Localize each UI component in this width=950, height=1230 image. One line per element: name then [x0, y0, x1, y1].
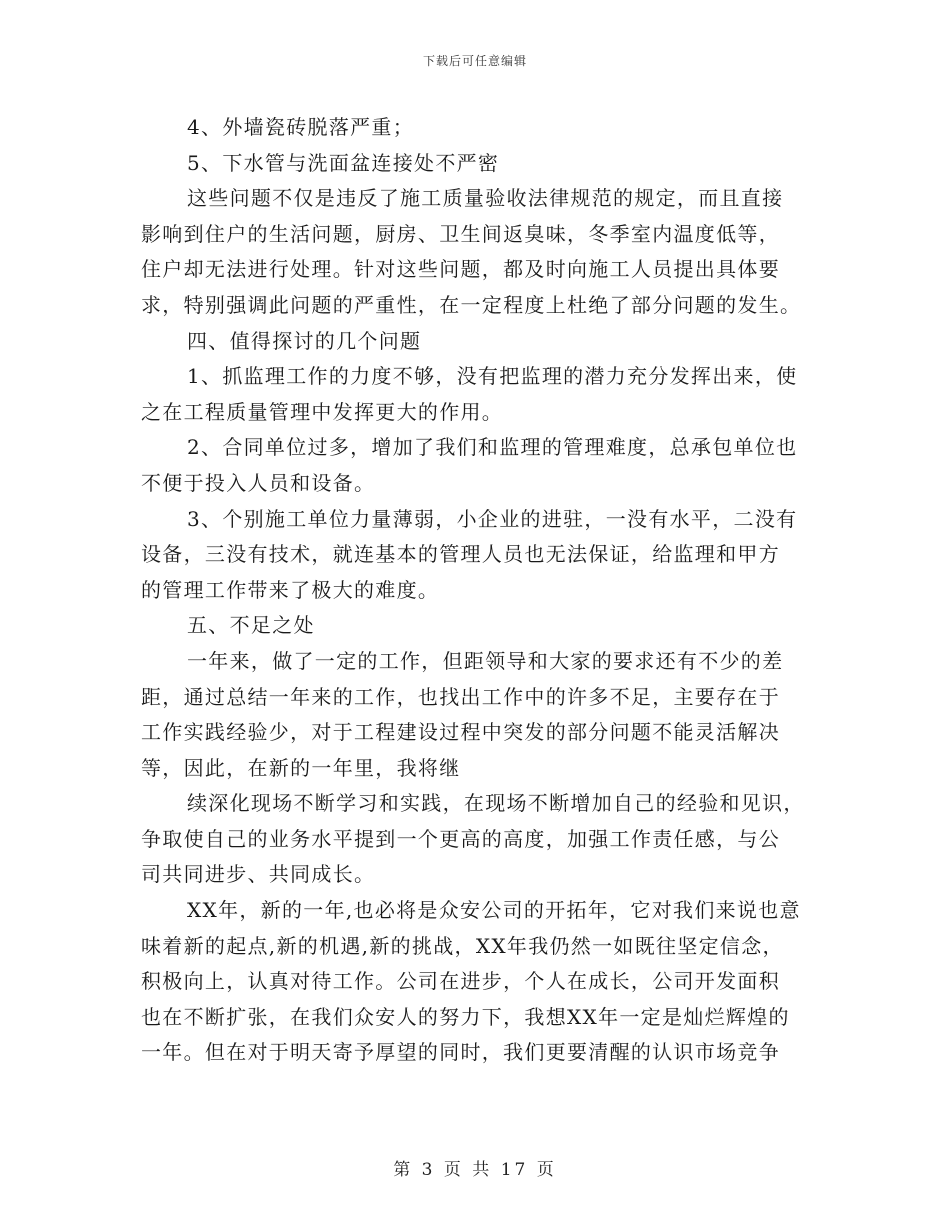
document-body: [141, 110, 811, 1071]
text-line: 3、个别施工单位力量薄弱，小企业的进驻，一没有水平，二没有: [187, 506, 798, 531]
page-number: 第 3 页 共 17 页: [393, 1160, 557, 1180]
text-line: 2、合同单位过多，增加了我们和监理的管理难度，总承包单位也: [187, 435, 798, 460]
text-line: 味着新的起点,新的机遇,新的挑战，XX年我仍然一如既往坚定信念，: [141, 933, 784, 958]
text-line: 的管理工作带来了极大的难度。: [141, 577, 440, 602]
text-line: XX年，新的一年,也必将是众安公司的开拓年，它对我们来说也意: [187, 898, 801, 923]
text-line: 续深化现场不断学习和实践，在现场不断增加自己的经验和见识，: [187, 791, 805, 816]
text-line: 求，特别强调此问题的严重性，在一定程度上杜绝了部分问题的发生。: [141, 292, 802, 317]
text-line: 一年。但在对于明天寄予厚望的同时，我们更要清醒的认识市场竞争: [141, 1040, 780, 1065]
header-note: 下载后可任意编辑: [422, 54, 527, 68]
text-line: 5、下水管与洗面盆连接处不严密: [187, 150, 500, 175]
text-line: 一年来，做了一定的工作，但距领导和大家的要求还有不少的差: [187, 648, 784, 673]
text-line: 4、外墙瓷砖脱落严重；: [187, 115, 415, 139]
text-line: 距，通过总结一年来的工作，也找出工作中的许多不足，主要存在于: [141, 684, 780, 709]
text-line: 五、不足之处: [187, 613, 315, 638]
text-line: 四、值得探讨的几个问题: [187, 328, 422, 353]
text-line: 工作实践经验少，对于工程建设过程中突发的部分问题不能灵活解决: [141, 720, 780, 745]
text-line: 之在工程质量管理中发挥更大的作用。: [141, 399, 504, 424]
text-line: 1、抓监理工作的力度不够，没有把监理的潜力充分发挥出来，使: [187, 364, 798, 389]
text-line: 司共同进步、共同成长。: [141, 862, 376, 887]
text-line: 不便于投入人员和设备。: [141, 470, 376, 495]
text-line: 住户却无法进行处理。针对这些问题，都及时向施工人员提出具体要: [141, 257, 780, 282]
text-line: 争取使自己的业务水平提到一个更高的高度，加强工作责任感，与公: [141, 826, 780, 851]
text-line: 积极向上，认真对待工作。公司在进步，个人在成长，公司开发面积: [141, 969, 780, 994]
text-line: 设备，三没有技术，就连基本的管理人员也无法保证，给监理和甲方: [141, 542, 780, 567]
text-line: 这些问题不仅是违反了施工质量验收法律规范的规定，而且直接: [187, 186, 784, 211]
text-line: 也在不断扩张，在我们众安人的努力下，我想XX年一定是灿烂辉煌的: [141, 1004, 790, 1029]
text-line: 等，因此，在新的一年里，我将继: [141, 755, 461, 780]
text-line: 影响到住户的生活问题，厨房、卫生间返臭味，冬季室内温度低等，: [141, 221, 780, 246]
